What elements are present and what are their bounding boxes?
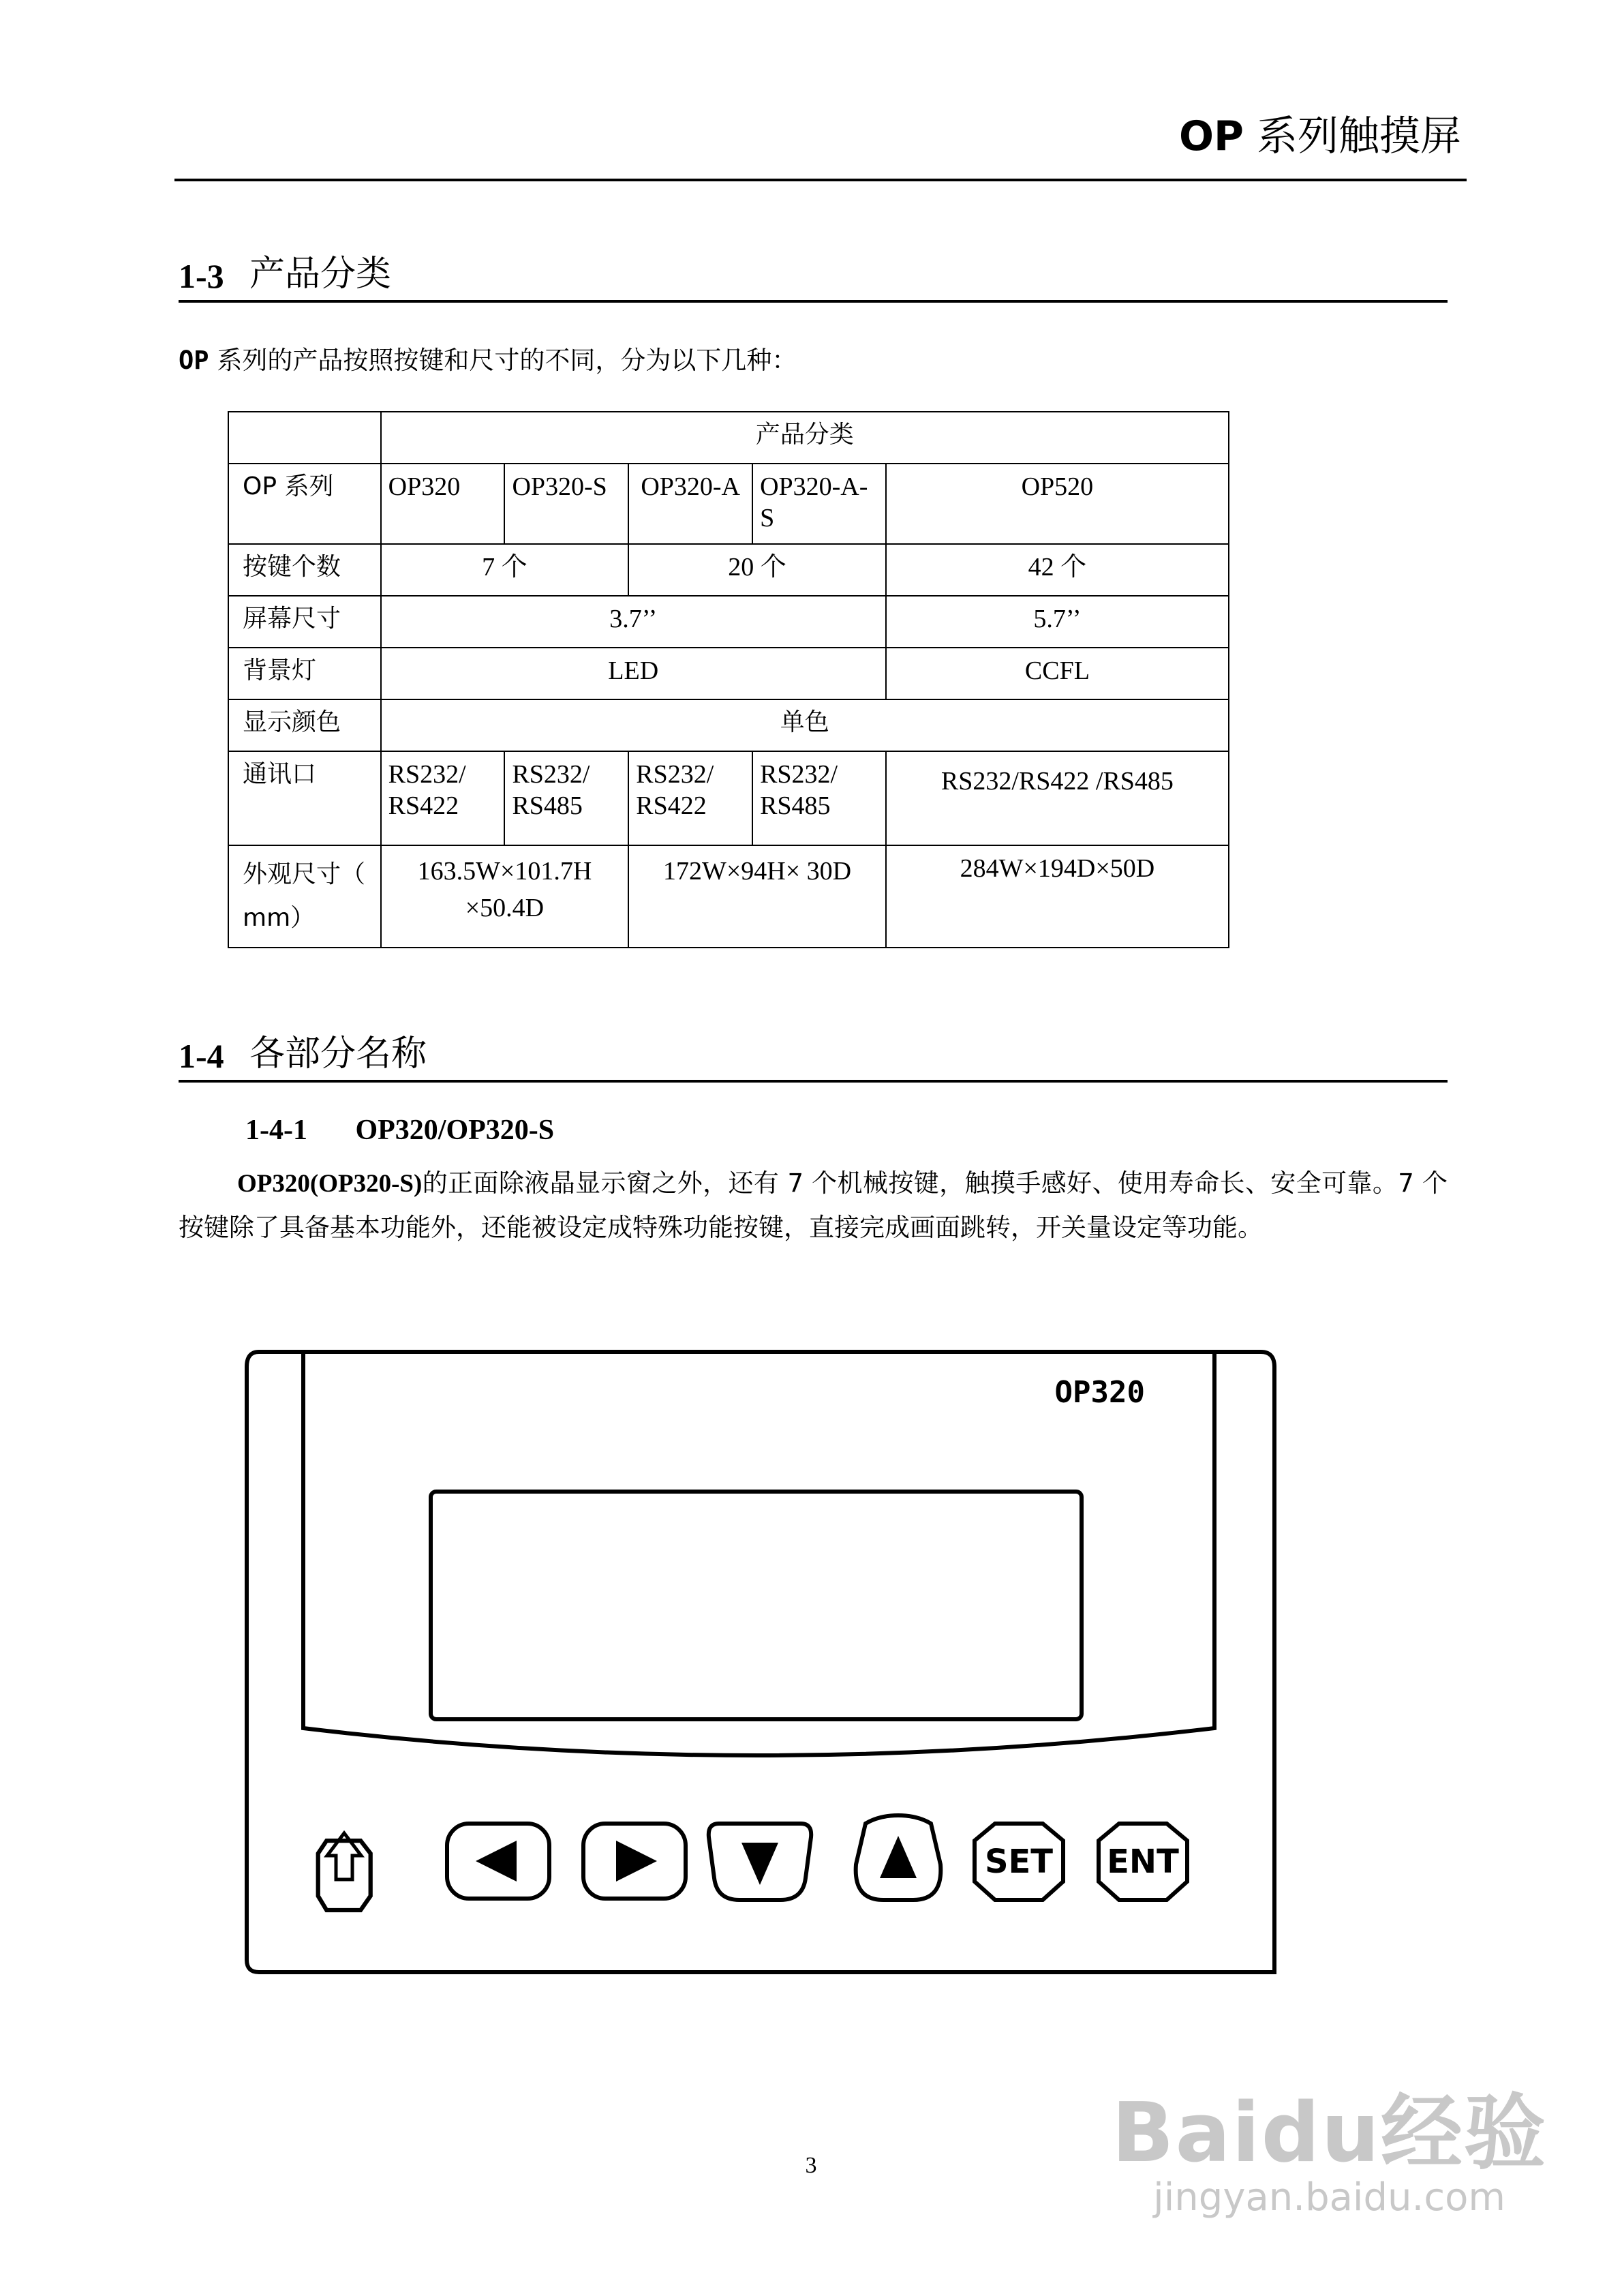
keys-cell: 7 个 xyxy=(381,544,629,596)
watermark-url: jingyan.baidu.com xyxy=(1153,2175,1505,2220)
table-row xyxy=(228,596,1229,648)
keys-cell: 42 个 xyxy=(886,544,1229,596)
table-row xyxy=(228,648,1229,699)
model-cell: OP320-S xyxy=(504,464,628,544)
left-arrow-icon xyxy=(476,1841,517,1882)
body-paragraph xyxy=(179,1162,1448,1250)
row-label-keys: 按键个数 xyxy=(228,544,381,596)
section-title: 各部分名称 xyxy=(249,1033,427,1074)
dims-cell: 163.5W×101.7H ×50.4D xyxy=(381,845,629,948)
right-arrow-icon xyxy=(616,1841,657,1882)
screen-cell: 5.7’’ xyxy=(886,596,1229,648)
baidu-watermark xyxy=(1112,2086,1547,2220)
table-row xyxy=(228,751,1229,845)
backlight-cell: LED xyxy=(381,648,886,699)
lcd-display-window xyxy=(431,1492,1082,1719)
up-arrow-icon xyxy=(880,1836,917,1878)
section-number: 1-4 xyxy=(179,1037,224,1075)
page-number: 3 xyxy=(805,2153,817,2178)
header-title-text: 系列触摸屏 xyxy=(1257,112,1461,160)
model-cell: OP320-A xyxy=(628,464,752,544)
watermark-brand: Baidu经验 xyxy=(1112,2086,1547,2181)
comm-cell: RS232/ RS422 xyxy=(628,751,752,845)
body-text: 的正面除液晶显示窗之外，还有 7 个机械按键，触摸手感好、使用寿命长、安全可靠。7 个按键除了具备基本功能外，还能被设定成特殊功能按键，直接完成画面跳转，开关量设定等功能。 xyxy=(179,1168,1448,1242)
comm-cell: RS232/ RS485 xyxy=(752,751,886,845)
row-label-comm: 通讯口 xyxy=(228,751,381,845)
comm-cell: RS232/ RS422 xyxy=(381,751,505,845)
op320-device-illustration xyxy=(239,1346,1281,1987)
keys-cell: 20 个 xyxy=(628,544,886,596)
intro-text: 系列的产品按照按键和尺寸的不同，分为以下几种： xyxy=(217,346,797,375)
table-row xyxy=(228,699,1229,751)
comm-cell: RS232/RS422 /RS485 xyxy=(886,751,1229,845)
body-bold-lead: OP320(OP320-S) xyxy=(237,1170,423,1198)
table-row xyxy=(228,412,1229,464)
table-row xyxy=(228,845,1229,948)
header-rule xyxy=(174,179,1467,181)
model-cell: OP320 xyxy=(381,464,505,544)
header-title xyxy=(1178,112,1461,160)
section-title: 产品分类 xyxy=(249,254,392,294)
row-label-series: OP 系列 xyxy=(228,464,381,544)
section-heading-1-4 xyxy=(179,1029,1448,1083)
product-classification-table xyxy=(228,411,1229,948)
down-arrow-icon xyxy=(741,1843,778,1885)
backlight-cell: CCFL xyxy=(886,648,1229,699)
device-top-panel xyxy=(303,1352,1214,1755)
subsection-title: OP320/OP320-S xyxy=(355,1115,555,1146)
device-model-label: OP320 xyxy=(1054,1375,1145,1410)
ent-label: ENT xyxy=(1107,1843,1179,1881)
section-number: 1-3 xyxy=(179,257,224,295)
row-label-screen: 屏幕尺寸 xyxy=(228,596,381,648)
row-label-color: 显示颜色 xyxy=(228,699,381,751)
table-row xyxy=(228,464,1229,544)
subsection-heading xyxy=(245,1114,554,1147)
dims-cell: 172W×94H× 30D xyxy=(628,845,886,948)
section-heading-1-3 xyxy=(179,250,1448,303)
intro-paragraph xyxy=(179,339,797,376)
table-row xyxy=(228,544,1229,596)
table-corner-cell xyxy=(228,412,381,464)
table-top-header: 产品分类 xyxy=(381,412,1229,464)
comm-cell: RS232/ RS485 xyxy=(504,751,628,845)
row-label-backlight: 背景灯 xyxy=(228,648,381,699)
model-cell: OP520 xyxy=(886,464,1229,544)
color-cell: 单色 xyxy=(381,699,1229,751)
up-outline-button xyxy=(318,1841,371,1910)
header-brand: OP xyxy=(1178,112,1244,160)
intro-brand: OP xyxy=(179,346,209,375)
dims-cell: 284W×194D×50D xyxy=(886,845,1229,948)
model-cell: OP320-A-S xyxy=(752,464,886,544)
row-label-dims: 外观尺寸（ mm） xyxy=(228,845,381,948)
screen-cell: 3.7’’ xyxy=(381,596,886,648)
set-label: SET xyxy=(984,1843,1054,1881)
subsection-number: 1-4-1 xyxy=(245,1115,307,1146)
